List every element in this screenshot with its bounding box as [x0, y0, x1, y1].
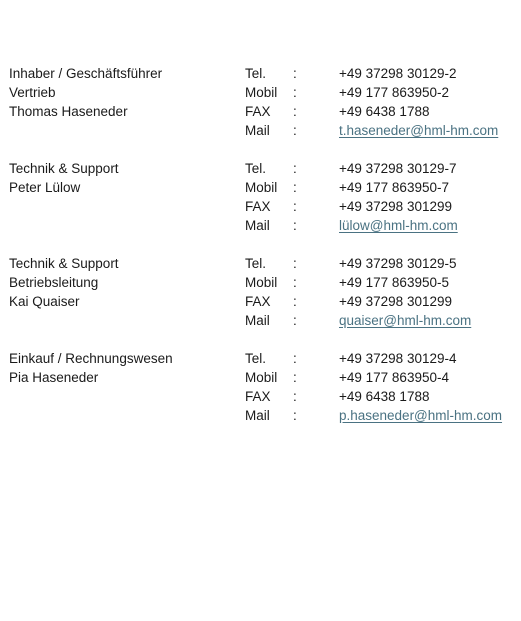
contact-row [9, 406, 519, 425]
separator-colon: : [293, 370, 297, 385]
mobile-number: +49 177 863950-5 [339, 275, 449, 290]
contact-group-support-2 [9, 254, 519, 330]
contact-type-label: Mail [245, 313, 270, 328]
contact-row [9, 102, 519, 121]
phone-number: +49 37298 30129-4 [339, 351, 457, 366]
contact-row [9, 292, 519, 311]
phone-number: +49 37298 30129-2 [339, 66, 457, 81]
contact-row [9, 159, 519, 178]
contact-row [9, 311, 519, 330]
contact-department: Technik & Support [9, 161, 119, 176]
contact-type-label: Tel. [245, 66, 267, 81]
separator-colon: : [293, 294, 297, 309]
contact-type-label: Tel. [245, 256, 267, 271]
email-link[interactable]: t.haseneder@hml-hm.com [339, 123, 499, 138]
fax-number: +49 37298 301299 [339, 294, 452, 309]
mobile-number: +49 177 863950-7 [339, 180, 449, 195]
separator-colon: : [293, 408, 297, 423]
fax-number: +49 37298 301299 [339, 199, 452, 214]
contact-department: Einkauf / Rechnungswesen [9, 351, 173, 366]
mobile-number: +49 177 863950-4 [339, 370, 449, 385]
contact-department: Technik & Support [9, 256, 119, 271]
separator-colon: : [293, 180, 297, 195]
contact-type-label: Mobil [245, 85, 278, 100]
mobile-number: +49 177 863950-2 [339, 85, 449, 100]
contact-type-label: Mobil [245, 275, 278, 290]
contact-type-label: Tel. [245, 351, 267, 366]
contact-row [9, 273, 519, 292]
separator-colon: : [293, 313, 297, 328]
contact-type-label: FAX [245, 199, 271, 214]
contact-person-name: Peter Lülow [9, 180, 81, 195]
contact-row [9, 197, 519, 216]
contact-row [9, 216, 519, 235]
contact-role: Betriebsleitung [9, 275, 99, 290]
contact-group-support-1 [9, 159, 519, 235]
contact-row [9, 64, 519, 83]
contact-type-label: Mobil [245, 180, 278, 195]
contact-group-purchasing [9, 349, 519, 425]
contact-person-name: Pia Haseneder [9, 370, 99, 385]
contact-row [9, 121, 519, 140]
separator-colon: : [293, 123, 297, 138]
contact-person-name: Kai Quaiser [9, 294, 80, 309]
contact-row [9, 349, 519, 368]
contact-type-label: Mail [245, 408, 270, 423]
separator-colon: : [293, 218, 297, 233]
contact-type-label: FAX [245, 294, 271, 309]
contact-department: Vertrieb [9, 85, 56, 100]
fax-number: +49 6438 1788 [339, 104, 430, 119]
contact-type-label: Tel. [245, 161, 267, 176]
phone-number: +49 37298 30129-7 [339, 161, 457, 176]
separator-colon: : [293, 199, 297, 214]
contact-type-label: FAX [245, 389, 271, 404]
contact-type-label: Mail [245, 218, 270, 233]
contact-type-label: Mobil [245, 370, 278, 385]
contact-list [9, 64, 519, 444]
separator-colon: : [293, 104, 297, 119]
contact-row [9, 387, 519, 406]
separator-colon: : [293, 351, 297, 366]
contact-row [9, 178, 519, 197]
fax-number: +49 6438 1788 [339, 389, 430, 404]
email-link[interactable]: p.haseneder@hml-hm.com [339, 408, 503, 423]
separator-colon: : [293, 389, 297, 404]
contact-type-label: Mail [245, 123, 270, 138]
email-link[interactable]: lülow@hml-hm.com [339, 218, 458, 233]
separator-colon: : [293, 161, 297, 176]
phone-number: +49 37298 30129-5 [339, 256, 457, 271]
contact-type-label: FAX [245, 104, 271, 119]
separator-colon: : [293, 85, 297, 100]
contact-role: Inhaber / Geschäftsführer [9, 66, 163, 81]
contact-person-name: Thomas Haseneder [9, 104, 128, 119]
contact-row [9, 254, 519, 273]
separator-colon: : [293, 66, 297, 81]
separator-colon: : [293, 275, 297, 290]
email-link[interactable]: quaiser@hml-hm.com [339, 313, 472, 328]
separator-colon: : [293, 256, 297, 271]
contact-group-owner [9, 64, 519, 140]
contact-row [9, 83, 519, 102]
contact-row [9, 368, 519, 387]
